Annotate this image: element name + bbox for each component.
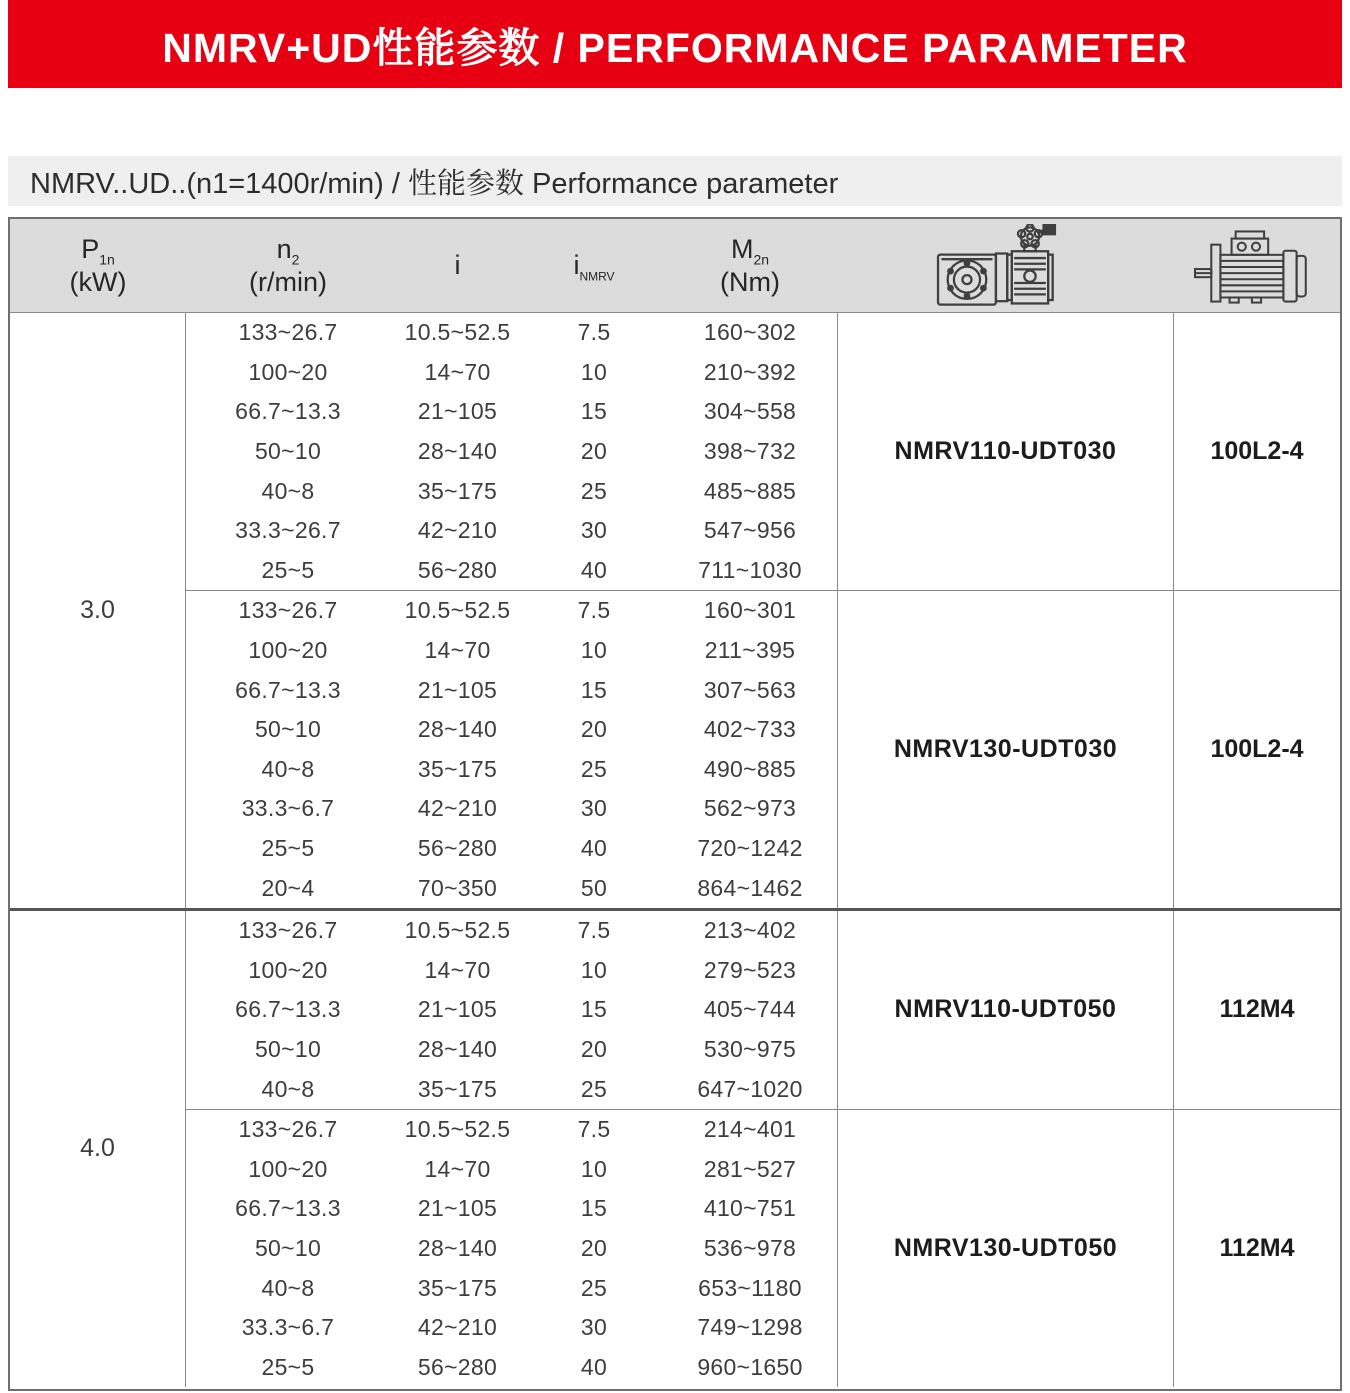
page-banner bbox=[8, 0, 1342, 88]
table-row bbox=[186, 868, 837, 908]
i-value: 42~210 bbox=[417, 795, 498, 822]
i-value: 21~105 bbox=[417, 1195, 498, 1222]
electric-motor-icon bbox=[1193, 226, 1321, 306]
i-value: 28~140 bbox=[417, 1234, 498, 1261]
n2-value: 100~20 bbox=[248, 637, 328, 664]
power-value: 3.0 bbox=[10, 313, 186, 908]
table-row bbox=[186, 1347, 837, 1387]
m2n-value: 279~523 bbox=[703, 956, 797, 983]
ratio-rows bbox=[186, 591, 837, 908]
i-value: 10.5~52.5 bbox=[404, 917, 511, 944]
table-row bbox=[186, 1110, 837, 1150]
inmrv-value: 7.5 bbox=[577, 319, 611, 346]
table-row bbox=[186, 1268, 837, 1308]
n2-value: 100~20 bbox=[248, 956, 328, 983]
i-value: 35~175 bbox=[417, 755, 498, 782]
n2-value: 100~20 bbox=[248, 1155, 328, 1182]
i-value: 28~140 bbox=[417, 716, 498, 743]
inmrv-value: 25 bbox=[580, 1075, 608, 1102]
table-row bbox=[186, 313, 837, 353]
table-header-row bbox=[10, 219, 1340, 313]
table-row bbox=[186, 432, 837, 472]
table-row bbox=[186, 829, 837, 869]
n2-value: 100~20 bbox=[248, 358, 328, 385]
m2n-value: 647~1020 bbox=[697, 1075, 803, 1102]
inmrv-value: 20 bbox=[580, 1234, 608, 1261]
i-value: 35~175 bbox=[417, 477, 498, 504]
i-value: 21~105 bbox=[417, 996, 498, 1023]
i-value: 56~280 bbox=[417, 556, 498, 583]
n2-value: 66.7~13.3 bbox=[235, 996, 341, 1023]
n2-value: 33.3~6.7 bbox=[241, 795, 335, 822]
i-value: 70~350 bbox=[417, 874, 498, 901]
model-block bbox=[186, 590, 1340, 908]
m2n-value: 864~1462 bbox=[697, 874, 803, 901]
i-value: 35~175 bbox=[417, 1274, 498, 1301]
model-block bbox=[186, 313, 1340, 590]
m2n-value: 749~1298 bbox=[697, 1314, 803, 1341]
table-row bbox=[186, 1308, 837, 1348]
m2n-value: 304~558 bbox=[703, 398, 797, 425]
table-row bbox=[186, 1069, 837, 1109]
n2-value: 66.7~13.3 bbox=[235, 1195, 341, 1222]
i-value: 14~70 bbox=[424, 637, 491, 664]
inmrv-value: 10 bbox=[580, 1155, 608, 1182]
i-value: 14~70 bbox=[424, 358, 491, 385]
table-row bbox=[186, 551, 837, 591]
i-value: 10.5~52.5 bbox=[404, 597, 511, 624]
n2-value: 40~8 bbox=[261, 1075, 315, 1102]
inmrv-value: 15 bbox=[580, 676, 608, 703]
inmrv-value: 40 bbox=[580, 556, 608, 583]
inmrv-value: 25 bbox=[580, 755, 608, 782]
m2n-value: 562~973 bbox=[703, 795, 797, 822]
i-value: 14~70 bbox=[424, 956, 491, 983]
model-name: NMRV130-UDT030 bbox=[837, 591, 1173, 908]
n2-value: 133~26.7 bbox=[238, 319, 338, 346]
power-group bbox=[10, 908, 1340, 1387]
m2n-value: 402~733 bbox=[703, 716, 797, 743]
inmrv-value: 30 bbox=[580, 795, 608, 822]
table-row bbox=[186, 511, 837, 551]
m2n-value: 711~1030 bbox=[698, 556, 802, 583]
n2-value: 40~8 bbox=[261, 477, 315, 504]
inmrv-value: 50 bbox=[580, 874, 608, 901]
m2n-value: 160~302 bbox=[703, 319, 797, 346]
ratio-rows bbox=[186, 911, 837, 1109]
inmrv-value: 10 bbox=[580, 956, 608, 983]
m2n-value: 547~956 bbox=[703, 517, 797, 544]
m2n-value: 653~1180 bbox=[698, 1274, 802, 1301]
model-name: NMRV110-UDT050 bbox=[837, 911, 1173, 1109]
inmrv-value: 40 bbox=[580, 1353, 608, 1380]
inmrv-value: 20 bbox=[580, 716, 608, 743]
inmrv-value: 30 bbox=[580, 1314, 608, 1341]
m2n-value: 398~732 bbox=[703, 438, 797, 465]
n2-value: 133~26.7 bbox=[238, 917, 338, 944]
n2-value: 40~8 bbox=[261, 755, 315, 782]
inmrv-value: 25 bbox=[580, 1274, 608, 1301]
table-row bbox=[186, 670, 837, 710]
m2n-value: 720~1242 bbox=[697, 835, 803, 862]
motor-type: 112M4 bbox=[1173, 911, 1340, 1109]
n2-value: 33.3~26.7 bbox=[235, 517, 341, 544]
i-value: 21~105 bbox=[417, 676, 498, 703]
inmrv-value: 7.5 bbox=[577, 597, 611, 624]
n2-value: 25~5 bbox=[261, 1353, 315, 1380]
i-value: 42~210 bbox=[417, 1314, 498, 1341]
inmrv-value: 15 bbox=[580, 398, 608, 425]
inmrv-value: 30 bbox=[580, 517, 608, 544]
table-row bbox=[186, 1189, 837, 1229]
n2-value: 133~26.7 bbox=[238, 1116, 338, 1143]
inmrv-value: 10 bbox=[580, 637, 608, 664]
group-blocks bbox=[186, 911, 1340, 1387]
table-row bbox=[186, 710, 837, 750]
inmrv-value: 7.5 bbox=[577, 1116, 611, 1143]
inmrv-value: 10 bbox=[580, 358, 608, 385]
page-title: NMRV+UD性能参数 / PERFORMANCE PARAMETER bbox=[162, 24, 1188, 71]
i-value: 28~140 bbox=[417, 1035, 498, 1062]
inmrv-value: 20 bbox=[580, 438, 608, 465]
table-row bbox=[186, 911, 837, 951]
power-group bbox=[10, 313, 1340, 908]
n2-value: 50~10 bbox=[254, 1234, 322, 1261]
m2n-value: 530~975 bbox=[703, 1035, 797, 1062]
inmrv-value: 7.5 bbox=[577, 917, 611, 944]
motor-type: 100L2-4 bbox=[1173, 591, 1340, 908]
model-block bbox=[186, 911, 1340, 1109]
n2-value: 66.7~13.3 bbox=[235, 676, 341, 703]
n2-value: 20~4 bbox=[261, 874, 315, 901]
m2n-value: 490~885 bbox=[703, 755, 797, 782]
m2n-value: 960~1650 bbox=[697, 1353, 803, 1380]
n2-value: 133~26.7 bbox=[238, 597, 338, 624]
m2n-value: 405~744 bbox=[703, 996, 797, 1023]
inmrv-value: 40 bbox=[580, 835, 608, 862]
table-row bbox=[186, 789, 837, 829]
i-value: 21~105 bbox=[417, 398, 498, 425]
n2-value: 50~10 bbox=[254, 438, 322, 465]
table-row bbox=[186, 1149, 837, 1189]
header-inmrv: $i_{NMRV}$ bbox=[573, 249, 615, 284]
ratio-rows bbox=[186, 1110, 837, 1387]
performance-table bbox=[8, 217, 1342, 1391]
n2-value: 25~5 bbox=[261, 835, 315, 862]
m2n-value: 211~395 bbox=[704, 637, 796, 664]
group-blocks bbox=[186, 313, 1340, 908]
inmrv-value: 15 bbox=[580, 1195, 608, 1222]
table-row bbox=[186, 591, 837, 631]
i-value: 42~210 bbox=[417, 517, 498, 544]
table-row bbox=[186, 990, 837, 1030]
header-i: i bbox=[454, 250, 461, 281]
table-row bbox=[186, 471, 837, 511]
table-row bbox=[186, 353, 837, 393]
n2-value: 50~10 bbox=[254, 716, 322, 743]
table-body bbox=[10, 313, 1340, 1389]
m2n-value: 214~401 bbox=[703, 1116, 797, 1143]
m2n-value: 281~527 bbox=[703, 1155, 797, 1182]
table-caption: NMRV..UD..(n1=1400r/min) / 性能参数 Performance parameter bbox=[30, 167, 839, 200]
n2-value: 66.7~13.3 bbox=[235, 398, 341, 425]
m2n-value: 213~402 bbox=[703, 917, 797, 944]
i-value: 14~70 bbox=[424, 1155, 491, 1182]
m2n-value: 210~392 bbox=[703, 358, 797, 385]
m2n-value: 536~978 bbox=[703, 1234, 797, 1261]
power-value: 4.0 bbox=[10, 911, 186, 1387]
n2-value: 25~5 bbox=[261, 556, 315, 583]
table-row bbox=[186, 1229, 837, 1269]
worm-gearbox-variator-icon bbox=[929, 224, 1081, 308]
model-block bbox=[186, 1109, 1340, 1387]
header-gearbox-column bbox=[837, 219, 1173, 312]
m2n-value: 307~563 bbox=[703, 676, 797, 703]
i-value: 10.5~52.5 bbox=[404, 319, 511, 346]
model-name: NMRV110-UDT030 bbox=[837, 313, 1173, 590]
n2-value: 50~10 bbox=[254, 1035, 322, 1062]
m2n-value: 160~301 bbox=[703, 597, 797, 624]
n2-value: 33.3~6.7 bbox=[241, 1314, 335, 1341]
inmrv-value: 15 bbox=[580, 996, 608, 1023]
inmrv-value: 25 bbox=[580, 477, 608, 504]
n2-value: 40~8 bbox=[261, 1274, 315, 1301]
inmrv-value: 20 bbox=[580, 1035, 608, 1062]
i-value: 56~280 bbox=[417, 835, 498, 862]
header-m2n: $M_{2n}$ (Nm) bbox=[720, 233, 780, 297]
header-n2: $n_2$ (r/min) bbox=[249, 233, 327, 297]
header-p1n: $P_{1n}$ (kW) bbox=[69, 233, 127, 297]
motor-type: 112M4 bbox=[1173, 1110, 1340, 1387]
i-value: 10.5~52.5 bbox=[404, 1116, 511, 1143]
i-value: 56~280 bbox=[417, 1353, 498, 1380]
table-row bbox=[186, 951, 837, 991]
table-row bbox=[186, 631, 837, 671]
header-motor-column bbox=[1173, 219, 1340, 312]
i-value: 28~140 bbox=[417, 438, 498, 465]
ratio-rows bbox=[186, 313, 837, 590]
table-caption-bar bbox=[8, 156, 1342, 206]
table-row bbox=[186, 1030, 837, 1070]
m2n-value: 410~751 bbox=[703, 1195, 797, 1222]
m2n-value: 485~885 bbox=[703, 477, 797, 504]
motor-type: 100L2-4 bbox=[1173, 313, 1340, 590]
table-row bbox=[186, 750, 837, 790]
model-name: NMRV130-UDT050 bbox=[837, 1110, 1173, 1387]
i-value: 35~175 bbox=[417, 1075, 498, 1102]
table-row bbox=[186, 392, 837, 432]
